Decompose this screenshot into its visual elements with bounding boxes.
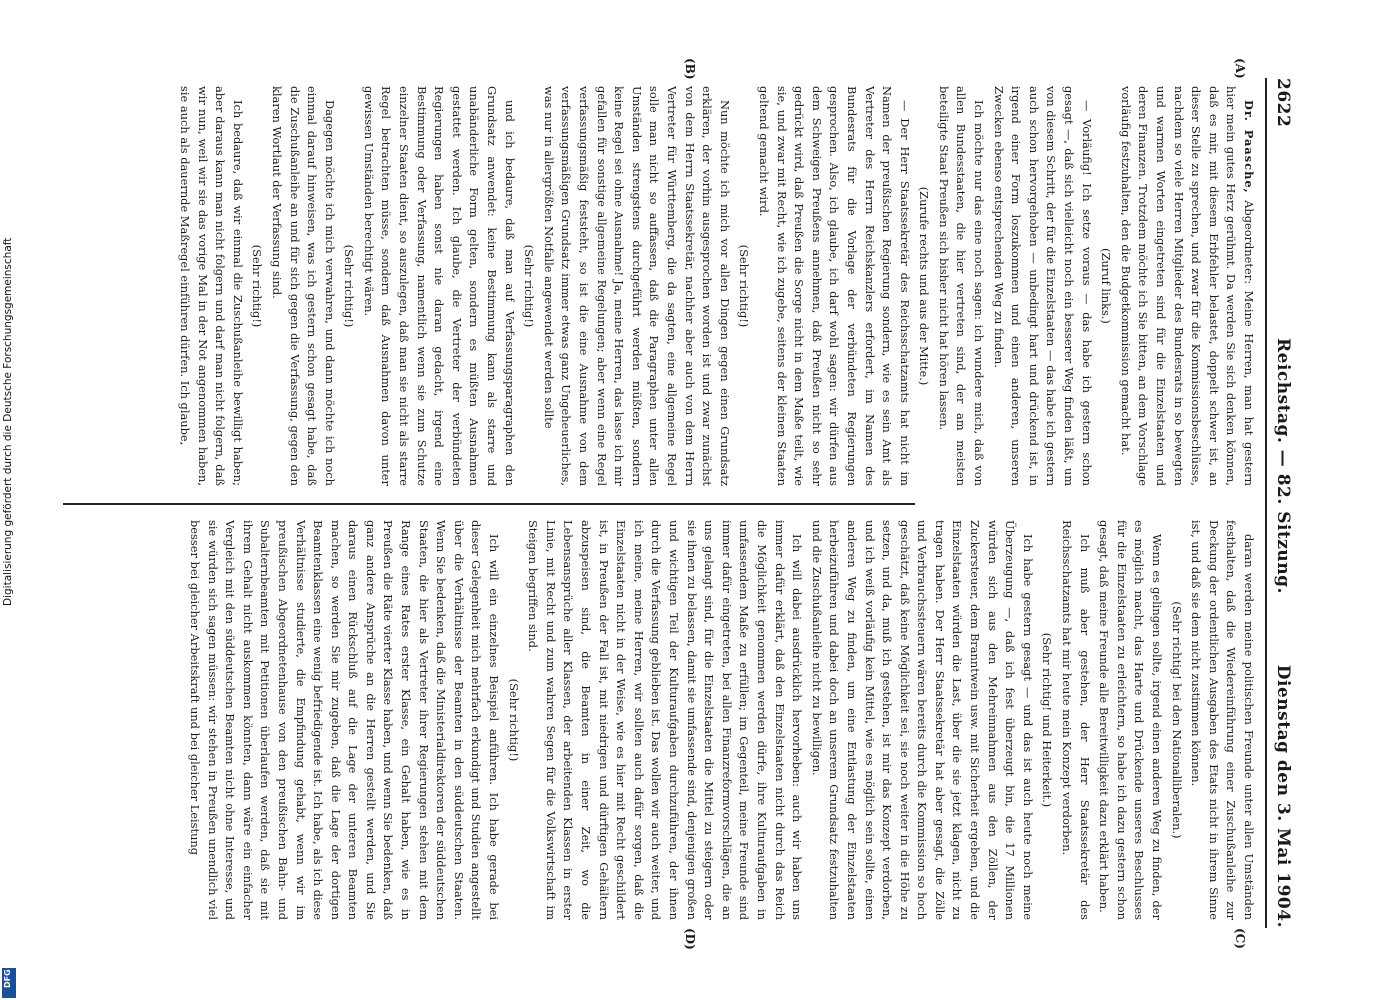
interjection: (Sehr richtig!) bbox=[250, 244, 265, 328]
paragraph: Nun möchte ich mich vor allen Dingen gegen einen Grundsatz erklären, der vorhin ausgesprochen worden ist und zwar zunächst von dem Herrn Staatssekretär, nachher aber auch von dem Herrn Vertreter für Württemberg, die da sagten, eine allgemeine Regel solle man nicht so auffassen, daß die Paragraphen unter allen Umständen strengstens durchgeführt werden müßten, sondern keine Regel sei ohne Ausnahme! Ja, meine Herren, das lasse ich mir gefallen für sonstige allgemeine Regelungen; aber wenn eine Regel verfassungsmäßig feststeht, so ist die eine Ausnahme von dem verfassungsmäßigen Grundsatz immer etwas ganz Ungeheuerliches, was nur in allergrößten Notfalle angewendet werden sollte bbox=[541, 86, 732, 486]
page-header bbox=[1267, 78, 1295, 928]
paragraph: Dagegen möchte ich mich verwahren, und dann möchte ich noch einmal darauf hinweisen, was ich gestern schon gesagt habe, daß die Zuschußanleihe an und für sich gegen die Verfassung, gegen den klaren Wortlaut der Verfassung sind. bbox=[269, 86, 337, 486]
digitization-credit: Digitalisierung gefördert durch die Deutsche Forschungsgemeinschaft bbox=[2, 237, 14, 606]
margin-marker-c: (C) bbox=[1233, 928, 1247, 949]
paragraph: — Vorläufig! Ich setze voraus — das habe ich gestern schon gesagt —, daß sich vielleicht noch ein besserer Weg finden läßt, um von diesem Schritt, der für die Einzelstaaten — das habe ich gestern auch schon hervorgehoben — unbedingt hart und drückend ist, in irgend einer Form loszukommen und einen anderen, unseren Zwecken ebenso entsprechenden Weg zu finden. bbox=[991, 86, 1094, 486]
header-right-title: Dienstag den 3. Mai 1904. bbox=[1273, 664, 1293, 928]
paragraph: Ich muß aber gestehen, der Herr Staatssekretär des Reichsschatzamts hat mir heute mein Konzept verdorben. bbox=[1060, 520, 1092, 920]
margin-marker-d: (D) bbox=[683, 928, 697, 950]
margin-marker-a: (A) bbox=[1233, 58, 1247, 79]
paragraph: Ich will dabei ausdrücklich hervorheben: auch wir haben uns immer dafür erklärt, daß den Einzelstaaten nicht durch das Reich die Möglichkeit genommen werden dürfe, ihre Kulturaufgaben in umfassendem Maße zu erfüllen; im Gegenteil, meine Freunde sind immer dafür eingetreten, bei allen Finanzreformvorschlägen, die an uns gelangt sind, für die Einzelstaaten die Mittel zu steigern oder sie ihnen zu belassen, damit sie umfassende sind, denjenigen großen und wichtigen Teil der Kulturaufgaben durchzuführen, der ihnen durch die Verfassung geblieben ist. Das wollen wir auch weiter, und ich meine, meine Herren, wir sollten auch dafür sorgen, daß die Einzelstaaten nicht in der Weise, wie es hier mit Recht geschildert ist, in Preußen der Fall ist, mit niedrigen und dürftigen Gehältern abzuspeisen sind, die Beamten in einer Zeit, wo die Lebensansprüche aller Klassen, der arbeitenden Klassen in erster Linie, mit Recht und zum wahren Segen für die Volkswirtschaft im Steigen begriffen sind. bbox=[526, 520, 805, 920]
interjection: (Zuruf links.) bbox=[1099, 248, 1114, 324]
paragraph: Ich will ein einzelnes Beispiel anführen. Ich habe gerade bei dieser Gelegenheit mich mehrfach erkundigt und Studien angestellt über die Verhältnisse der Beamten in den süddeutschen Staaten. Wenn Sie bedenken, daß die Ministerialdirektoren der süddeutschen Staaten, die hier als Vertreter ihrer Regierungen stehen mit dem Range eines Rates erster Klasse, ein Gehalt haben, wie es in Preußen die Räte vierter Klasse haben, und wenn Sie bedenken, daß ganz andere Ansprüche an die Herren gestellt werden, und Sie daraus einen Rückschluß auf die Lage der unteren Beamten machen, so werden Sie mir zugeben, daß die Lage der dortigen Beamtenklassen eine wenig befriedigende ist. Ich habe, als ich diese Verhältnisse studierte, die Empfindung gehabt, wenn wir im preußischen Abgeordnetenhause von den preußischen Bahn- und Subalternbeamten mit Petitionen überlaufen werden, daß sie mit ihrem Gehalt nicht auskommen könnten, dann wäre ein einfacher Vergleich mit den süddeutschen Beamten nicht ohne Interesse, und sie würden sich sagen müssen: wir stehen in Preußen unendlich viel besser bei gleicher Arbeitskraft und bei gleicher Leistung bbox=[187, 520, 502, 920]
dfg-logo: DFG bbox=[2, 968, 16, 998]
paragraph: und ich bedaure, daß man auf Verfassungsparagraphen den Grundsatz anwendet: keine Bestimmung kann als starre und unabänderliche Form gelten, sondern es müßten Ausnahmen gestattet werden. Ich glaube, die Vertreter der verbündeten Regierungen haben sonst nie daran gedacht, irgend eine Bestimmung oder Verfassung, namentlich wenn sie zum Schutze einzelner Staaten dient, so auszulegen, daß man sie nicht als starre Regel betrachten müsse, sondern daß Ausnahmen davon unter gewissen Umständen berechtigt wären. bbox=[361, 86, 517, 486]
interjection: (Sehr richtig!) bbox=[522, 244, 537, 328]
header-divider bbox=[1265, 78, 1267, 928]
paragraph: Ich habe gestern gesagt — und das ist auch heute noch meine Überzeugung —, daß ich fest überzeugt bin, die 17 Millionen würden sich aus den Mehreinnahmen aus den Zöllen, der Zuckersteuer, dem Branntwein usw. mit Sicherheit ergeben, und die Einzelstaaten würden die Last, über die sie jetzt klagen, nicht zu tragen haben. Der Herr Staatssekretär hat aber gesagt, die Zölle und Verbrauchssteuern wären bereits durch die Kommission so hoch geschätzt, daß keine Möglichkeit sei, sie noch weiter in die Höhe zu setzen, und da, muß ich gestehen, ist mir das Konzept verdorben, und ich weiß vorläufig kein Mittel, wie es möglich sein sollte, einen anderen Weg zu finden, um eine Entlastung der Einzelstaaten herbeizuführen und dabei doch an unserem Grundsatz festzuhalten und die Zuschußanleihe nicht zu bewilligen. bbox=[809, 520, 1035, 920]
interjection: (Zurufe rechts und aus der Mitte.) bbox=[917, 186, 932, 386]
text-column-left bbox=[62, 86, 1257, 486]
interjection: (Sehr richtig! und Heiterkeit.) bbox=[1040, 632, 1055, 808]
interjection: (Sehr richtig!) bbox=[506, 678, 521, 762]
margin-marker-b: (B) bbox=[683, 58, 697, 80]
paragraph: Ich möchte nur das eine noch sagen: ich wundere mich, daß von allen Bundesstaaten, die hier vertreten sind, der am meisten beteiligte Staat Preußen sich bisher nicht hat hören lassen. bbox=[936, 86, 987, 486]
page-number: 2622 bbox=[1273, 78, 1293, 128]
interjection: (Sehr richtig!) bbox=[342, 244, 357, 328]
paragraph: Wenn es gelingen sollte, irgend einen anderen Weg zu finden, der es möglich macht, das Harte und Drückende unseres Beschlusses für die Einzelstaaten zu erleichtern, so habe ich dazu gestern schon gesagt, daß meine Freunde alle Bereitwilligkeit dazu erklärt haben. bbox=[1097, 520, 1165, 920]
speech-paragraph bbox=[1116, 86, 1257, 486]
document-page bbox=[45, 58, 1295, 950]
interjection: (Sehr richtig!) bbox=[737, 244, 752, 328]
paragraph: — Der Herr Staatssekretär des Reichsschatzamts hat nicht im Namen der preußischen Regierung sondern, wie es sein Amt als Vertreter des Herrn Reichskanzlers erfordert, im Namen des Bundesrats für die Vorlage der verbündeten Regierungen gesprochen. Also, ich glaube, ich darf wohl sagen: wir dürfen aus dem Schweigen Preußens annehmen, daß Preußen nicht so sehr gedrückt wird, daß Preußen die Sorge nicht in dem Maße teilt, wie sie, und zwar mit Recht, wie ich zugebe, seitens der kleinen Staaten geltend gemacht wird. bbox=[756, 86, 912, 486]
paragraph: Ich bedaure, daß wir einmal die Zuschußanleihe bewilligt haben; aber daraus kann man nicht folgern und darf man nicht folgern, daß wir nun, weil wir sie das vorige Mal in der Not angenommen haben, sie auch als dauernde Maßregel einführen dürfen. Ich glaube, bbox=[177, 86, 245, 486]
paragraph: daran werden meine politischen Freunde unter allen Umständen festhalten, daß die Wiedereinführung einer Zuschußanleihe zur Deckung der ordentlichen Ausgaben des Etats nicht in ihrem Sinne ist, und daß sie dem nicht zustimmen können. bbox=[1189, 520, 1256, 920]
interjection: (Sehr richtig! bei den Nationalliberalen.) bbox=[1169, 601, 1184, 839]
speech-text: Abgeordneter: Meine Herren, man hat gestern hier mein gutes Herz gerühmt. Da werden Sie sich denken können, daß es mir, mit diesem Erbfehler belastet, doppelt schwer ist, an dieser Stelle zu sprechen, und zwar für die Kommissionsbeschlüsse, nachdem so viele Herren Mitglieder des Bundesrats in so bewegten und warmen Worten eingetreten sind für die Einzelstaaten und deren Finanzen. Trotzdem möchte ich Sie bitten, an dem Vorschlage vorläufig festzuhalten, den die Budgetkommission gemacht hat. bbox=[1118, 86, 1256, 486]
text-column-right bbox=[62, 520, 1257, 920]
header-left-title: Reichstag. — 82. Sitzung. bbox=[1273, 338, 1293, 594]
column-divider bbox=[63, 503, 915, 505]
speaker-name: Dr. Paasche, bbox=[1242, 100, 1256, 194]
